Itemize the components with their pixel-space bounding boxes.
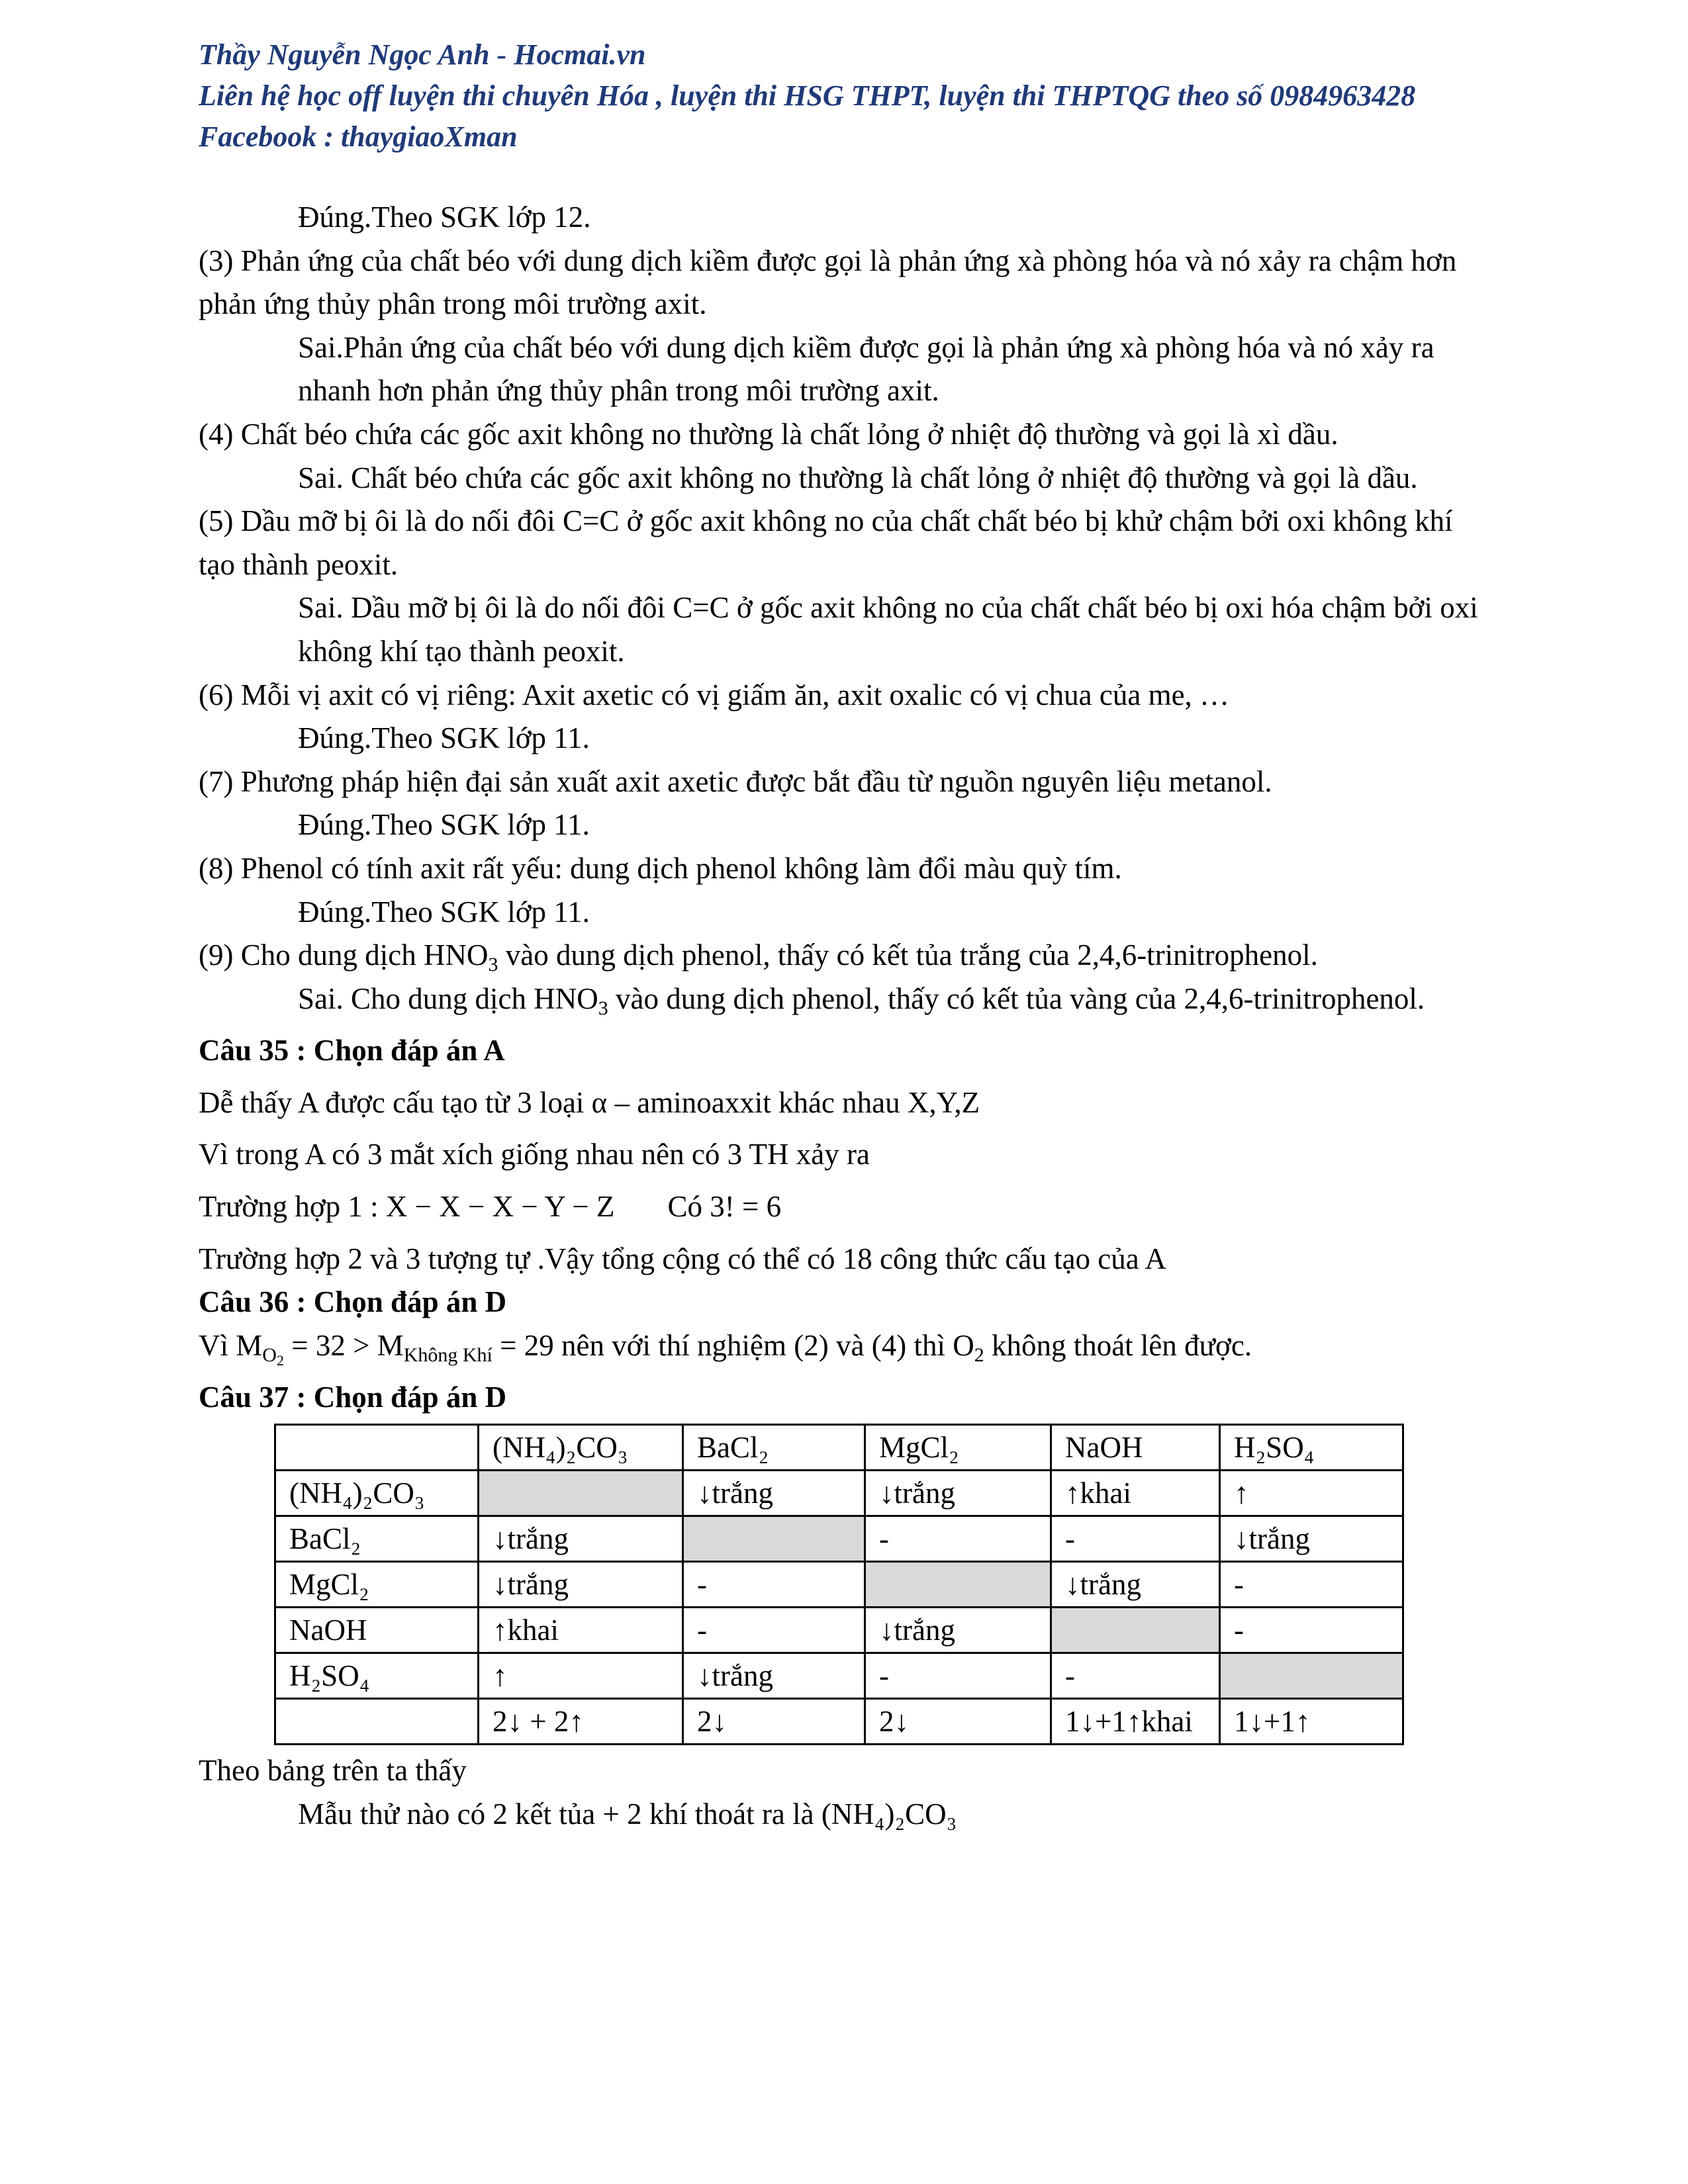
answer-5: Sai. Dầu mỡ bị ôi là do nối đôi C=C ở gốc axit không no của chất chất béo bị oxi hóa chậm bởi oxi không khí tạo thành peoxit. <box>298 591 1478 668</box>
text: Vì <box>199 1328 236 1362</box>
statement-8: (8) Phenol có tính axit rất yếu: dung dịch phenol không làm đổi màu quỳ tím. <box>199 851 1122 885</box>
statement-6: (6) Mỗi vị axit có vị riêng: Axit axetic có vị giấm ăn, axit oxalic có vị chua của me, … <box>199 678 1230 711</box>
header-contact: Liên hệ học off luyện thi chuyên Hóa , luyện thi HSG THPT, luyện thi THPTQG theo số 0984963428 <box>199 79 1416 112</box>
cau36-line <box>199 1324 1496 1368</box>
table-cell: - <box>683 1562 865 1608</box>
table-header-row <box>275 1425 1403 1471</box>
cau35-line4: Trường hợp 2 và 3 tượng tự .Vậy tổng cộng có thể có 18 công thức cấu tạo của A <box>199 1242 1167 1275</box>
summary-cell: 1↓+1↑khai <box>1051 1699 1220 1745</box>
table-row <box>275 1608 1403 1653</box>
statement-3: (3) Phản ứng của chất béo với dung dịch kiềm được gọi là phản ứng xà phòng hóa và nó xảy ra chậm hơn phản ứng thủy phân trong môi trường axit. <box>199 244 1457 321</box>
row-label: H₂SO₄ <box>275 1653 479 1699</box>
table-cell: - <box>1220 1608 1403 1653</box>
statement-9-text-end: vào dung dịch phenol, thấy có kết tủa trắng của 2,4,6-trinitrophenol. <box>498 938 1318 972</box>
document-body <box>199 196 1496 1836</box>
air-mass: = 29 <box>492 1328 554 1362</box>
table-header: NaOH <box>1051 1425 1220 1471</box>
answer-8: Đúng.Theo SGK lớp 11. <box>298 895 590 929</box>
header-author: Thầy Nguyễn Ngọc Anh - Hocmai.vn <box>199 38 646 71</box>
summary-cell: 2↓ <box>683 1699 865 1745</box>
subscript-air: Không Khí <box>403 1343 492 1366</box>
subscript-text: O <box>262 1343 277 1366</box>
cau37-heading: Câu 37 : Chọn đáp án D <box>199 1381 507 1414</box>
table-header: (NH₄)₂CO₃ <box>479 1425 683 1471</box>
table-cell <box>479 1471 683 1516</box>
answer-9 <box>199 978 1496 1021</box>
comparison: = 32 > M <box>283 1328 404 1362</box>
table-cell <box>275 1699 479 1745</box>
table-cell: - <box>683 1608 865 1653</box>
statement-5: (5) Dầu mỡ bị ôi là do nối đôi C=C ở gốc axit không no của chất chất béo bị khử chậm bởi oxi không khí tạo thành peoxit. <box>199 504 1453 581</box>
table-cell <box>1051 1608 1220 1653</box>
table-cell: - <box>865 1653 1051 1699</box>
subscript: 2 <box>974 1343 984 1366</box>
header-facebook: Facebook : thaygiaoXman <box>199 120 518 153</box>
subscript: 3 <box>488 954 498 976</box>
summary-cell: 1↓+1↑ <box>1220 1699 1403 1745</box>
reaction-table <box>274 1424 1404 1745</box>
table-cell: ↑khai <box>479 1608 683 1653</box>
table-cell <box>275 1425 479 1471</box>
answer-7: Đúng.Theo SGK lớp 11. <box>298 808 590 842</box>
table-cell: - <box>865 1516 1051 1562</box>
table-cell: ↑ <box>1220 1471 1403 1516</box>
text: không thoát lên được. <box>984 1328 1252 1362</box>
table-cell: ↓trắng <box>683 1653 865 1699</box>
table-cell: ↓trắng <box>1051 1562 1220 1608</box>
row-label: NaOH <box>275 1608 479 1653</box>
statement-7: (7) Phương pháp hiện đại sản xuất axit axetic được bắt đầu từ nguồn nguyên liệu metanol. <box>199 764 1272 798</box>
cau35-line1: Dễ thấy A được cấu tạo từ 3 loại α – aminoaxxit khác nhau X,Y,Z <box>199 1085 980 1119</box>
cau35-line3 <box>199 1185 1496 1229</box>
cau35-heading: Câu 35 : Chọn đáp án A <box>199 1034 505 1068</box>
answer-9-text: Sai. Cho dung dịch HNO <box>298 981 598 1015</box>
table-cell: - <box>1220 1562 1403 1608</box>
subscript-2: 2 <box>276 1351 284 1369</box>
table-cell: ↑khai <box>1051 1471 1220 1516</box>
table-row <box>275 1653 1403 1699</box>
table-cell: ↑ <box>479 1653 683 1699</box>
table-cell: ↓trắng <box>683 1471 865 1516</box>
table-cell: - <box>1051 1653 1220 1699</box>
cau36-heading: Câu 36 : Chọn đáp án D <box>199 1285 507 1319</box>
answer-2: Đúng.Theo SGK lớp 12. <box>298 201 591 234</box>
row-label: (NH₄)₂CO₃ <box>275 1471 479 1516</box>
table-cell <box>1220 1653 1403 1699</box>
table-header: H₂SO₄ <box>1220 1425 1403 1471</box>
summary-cell: 2↓ + 2↑ <box>479 1699 683 1745</box>
statement-9-text: (9) Cho dung dịch HNO <box>199 938 489 972</box>
table-cell: - <box>1051 1516 1220 1562</box>
cau35-line2: Vì trong A có 3 mắt xích giống nhau nên có 3 TH xảy ra <box>199 1138 870 1171</box>
molar-mass-symbol: M <box>236 1328 263 1362</box>
page-header <box>199 34 1523 158</box>
table-cell <box>865 1562 1051 1608</box>
row-label: MgCl₂ <box>275 1562 479 1608</box>
table-cell: ↓trắng <box>479 1562 683 1608</box>
statement-4: (4) Chất béo chứa các gốc axit không no thường là chất lỏng ở nhiệt độ thường và gọi là xì dầu. <box>199 417 1338 451</box>
table-cell: ↓trắng <box>865 1471 1051 1516</box>
case-label: Trường hợp 1 : <box>199 1190 386 1224</box>
conclusion: Mẫu thử nào có 2 kết tủa + 2 khí thoát ra là (NH₄)₂CO₃ <box>298 1797 957 1831</box>
table-cell: ↓trắng <box>1220 1516 1403 1562</box>
table-cell <box>683 1516 865 1562</box>
table-summary-row <box>275 1699 1403 1745</box>
table-header: MgCl₂ <box>865 1425 1051 1471</box>
answer-6: Đúng.Theo SGK lớp 11. <box>298 721 590 755</box>
permutation-count: Có 3! = 6 <box>667 1190 782 1224</box>
answer-4: Sai. Chất béo chứa các gốc axit không no thường là chất lỏng ở nhiệt độ thường và gọi là dầu. <box>298 461 1418 494</box>
table-row <box>275 1516 1403 1562</box>
table-cell: ↓trắng <box>479 1516 683 1562</box>
row-label: BaCl₂ <box>275 1516 479 1562</box>
conclusion-intro: Theo bảng trên ta thấy <box>199 1754 467 1788</box>
statement-9 <box>199 934 1496 978</box>
table-row <box>275 1562 1403 1608</box>
answer-9-text-end: vào dung dịch phenol, thấy có kết tủa vàng của 2,4,6-trinitrophenol. <box>608 981 1425 1015</box>
summary-cell: 2↓ <box>865 1699 1051 1745</box>
table-header: BaCl₂ <box>683 1425 865 1471</box>
peptide-formula: X − X − X − Y − Z <box>385 1190 615 1224</box>
subscript: 3 <box>598 997 608 1019</box>
subscript <box>262 1343 284 1369</box>
text: nên với thí nghiệm (2) và (4) thì O <box>553 1328 974 1362</box>
answer-3: Sai.Phản ứng của chất béo với dung dịch kiềm được gọi là phản ứng xà phòng hóa và nó xảy ra nhanh hơn phản ứng thủy phân trong môi trường axit. <box>298 330 1434 408</box>
table-cell: ↓trắng <box>865 1608 1051 1653</box>
table-row <box>275 1471 1403 1516</box>
